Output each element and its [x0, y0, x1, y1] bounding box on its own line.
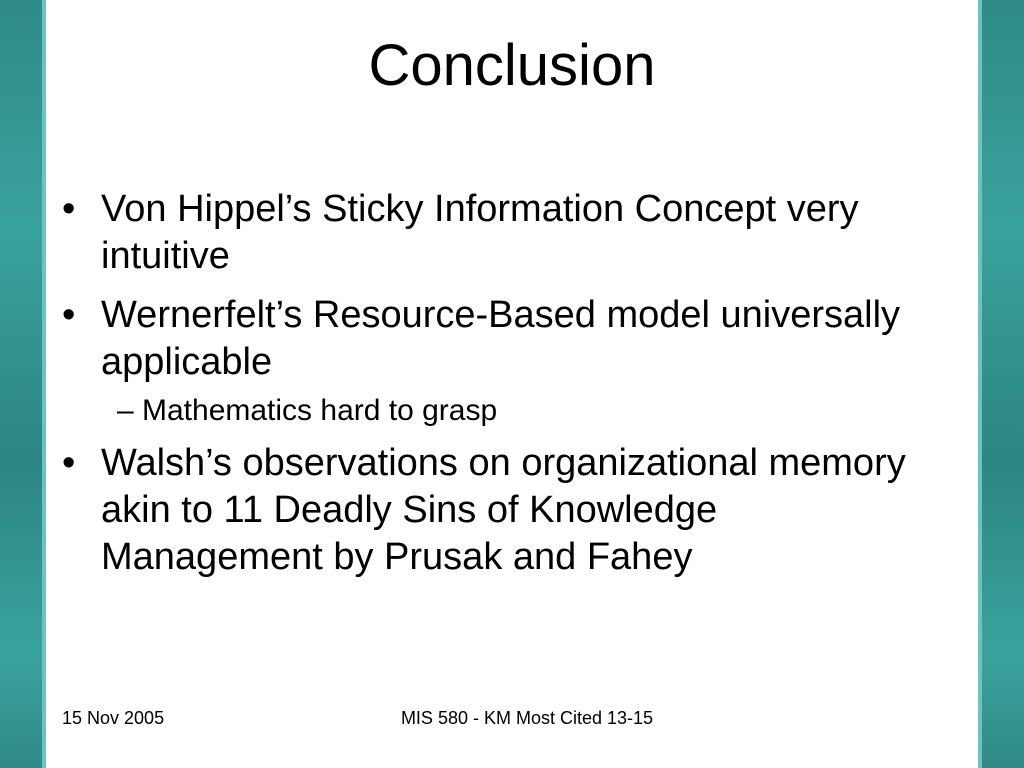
slide-title: Conclusion	[368, 33, 656, 98]
slide-body	[62, 186, 942, 593]
left-decorative-border	[0, 0, 46, 768]
bullet-item	[62, 440, 942, 581]
bullet-marker: •	[62, 188, 76, 230]
bullet-item	[62, 292, 942, 386]
sub-bullet-text: Mathematics hard to grasp	[142, 394, 498, 427]
bullet-text: Von Hippel’s Sticky Information Concept very intuitive	[101, 188, 859, 277]
sub-bullet-marker: –	[117, 394, 134, 427]
right-decorative-border	[978, 0, 1024, 768]
footer-course: MIS 580 - KM Most Cited 13-15	[400, 708, 654, 728]
bullet-marker: •	[62, 442, 76, 484]
sub-bullet-item	[62, 392, 942, 430]
bullet-marker: •	[62, 294, 76, 336]
bullet-text: Wernerfelt’s Resource-Based model universally applicable	[101, 294, 901, 383]
footer-date: 15 Nov 2005	[62, 708, 165, 728]
bullet-text: Walsh’s observations on organizational memory akin to 11 Deadly Sins of Knowledge Management by Prusak and Fahey	[101, 442, 906, 578]
bullet-item	[62, 186, 942, 280]
